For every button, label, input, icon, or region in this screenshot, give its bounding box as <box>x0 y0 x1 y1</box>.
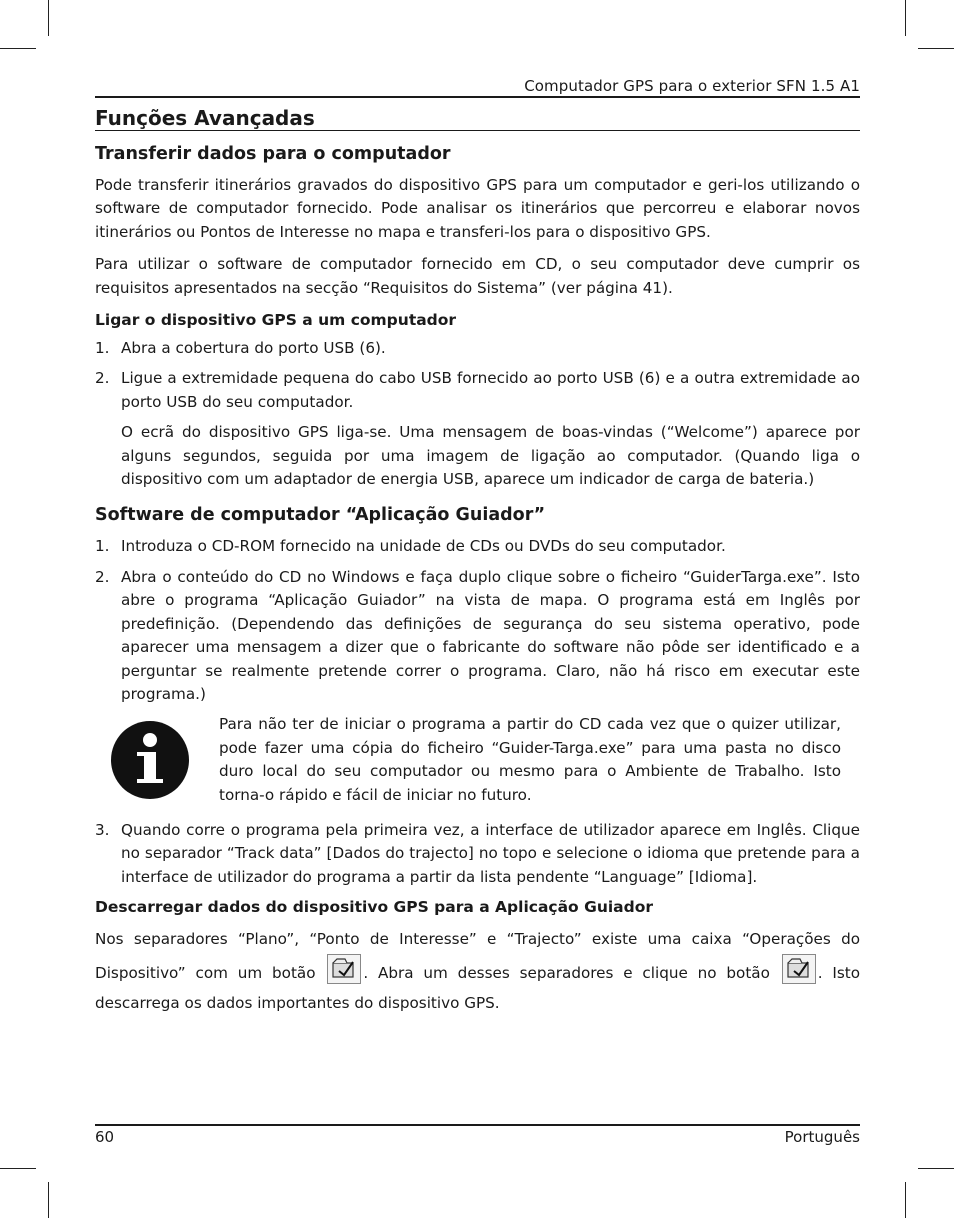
list-number: 2. <box>95 567 110 586</box>
crop-mark <box>905 0 906 36</box>
page-number: 60 <box>95 1128 115 1146</box>
connect-steps <box>95 337 860 491</box>
download-text-3: . Isto descarrega os dados importantes do dispositivo GPS. <box>95 964 861 1013</box>
crop-mark <box>0 48 36 49</box>
crop-mark <box>48 0 49 36</box>
list-number: 1. <box>95 339 110 358</box>
list-number: 3. <box>95 820 110 839</box>
info-icon <box>111 721 189 799</box>
paragraph-download <box>95 924 860 1018</box>
crop-mark <box>918 1168 954 1169</box>
list-text: Ligue a extremidade pequena do cabo USB fornecido ao porto USB (6) e a outra extremidade ao porto USB do seu computador. <box>121 369 860 411</box>
device-download-button-icon <box>327 954 361 984</box>
list-item <box>95 819 860 889</box>
software-steps-continued <box>95 819 860 889</box>
heading-software: Software de computador “Aplicação Guiador” <box>95 505 546 526</box>
heading-download: Descarregar dados do dispositivo GPS para a Aplicação Guiador <box>95 898 654 917</box>
crop-mark <box>905 1182 906 1218</box>
list-item <box>95 566 860 706</box>
footer-rule <box>95 1124 860 1126</box>
list-note: O ecrã do dispositivo GPS liga-se. Uma mensagem de boas-vindas (“Welcome”) aparece por alguns segundos, seguida por uma imagem de ligação ao computador. (Quando liga o dispositivo com um adaptador de energia USB, aparece um indicador de carga de bateria.) <box>121 423 860 489</box>
crop-mark <box>0 1168 36 1169</box>
list-text: Introduza o CD-ROM fornecido na unidade de CDs ou DVDs do seu computador. <box>121 537 726 556</box>
list-number: 2. <box>95 369 110 388</box>
header-rule <box>95 96 860 98</box>
crop-mark <box>918 48 954 49</box>
paragraph: Pode transferir itinerários gravados do dispositivo GPS para um computador e geri-los utilizando o software de computador fornecido. Pode analisar os itinerários que percorreu e elaborar novos itinerários ou Pontos de Interesse no mapa e transferi-los para o dispositivo GPS. <box>95 176 860 241</box>
paragraph: Para utilizar o software de computador fornecido em CD, o seu computador deve cumprir os requisitos apresentados na secção “Requisitos do Sistema” (ver página 41). <box>95 255 860 297</box>
list-item <box>95 337 860 360</box>
crop-mark <box>48 1182 49 1218</box>
download-text-2: . Abra um desses separadores e clique no botão <box>363 964 770 983</box>
software-steps <box>95 535 860 706</box>
download-text-1: Nos separadores “Plano”, “Ponto de Interesse” e “Trajecto” existe uma caixa “Operações do Dispositivo” com um botão <box>95 930 860 983</box>
list-number: 1. <box>95 537 110 556</box>
main-content <box>95 142 860 1027</box>
list-text: Abra a cobertura do porto USB (6). <box>121 339 386 358</box>
running-header: Computador GPS para o exterior SFN 1.5 A1 <box>524 77 860 95</box>
list-item <box>95 535 860 558</box>
info-box <box>95 713 860 807</box>
list-item <box>95 367 860 491</box>
device-download-button-icon <box>782 954 816 984</box>
section-title: Funções Avançadas <box>95 106 860 131</box>
heading-connect: Ligar o dispositivo GPS a um computador <box>95 311 457 330</box>
footer-language: Português <box>784 1128 860 1146</box>
list-text: Quando corre o programa pela primeira vez, a interface de utilizador aparece em Inglês. Clique no separador “Track data” [Dados do trajecto] no topo e selecione o idioma que pretende para a interface de utilizador do programa a partir da lista pendente “Language” [Idioma]. <box>121 820 860 886</box>
info-text: Para não ter de iniciar o programa a partir do CD cada vez que o quizer utilizar, pode fazer uma cópia do ficheiro “Guider-Targa.exe” para uma pasta no disco duro local do seu computador ou mesmo para o Ambiente de Trabalho. Isto torna-o rápido e fácil de iniciar no futuro. <box>219 715 841 804</box>
list-text: Abra o conteúdo do CD no Windows e faça duplo clique sobre o ficheiro “GuiderTarga.exe”. Isto abre o programa “Aplicação Guiador” na vista de mapa. O programa está em Inglês por predefinição. (Dependendo das definições de segurança do seu sistema operativo, pode aparecer uma mensagem a dizer que o fabricante do software não pôde ser identificado e a perguntar se realmente pretende correr o programa. Claro, não há risco em executar este programa.) <box>121 567 860 703</box>
heading-transfer: Transferir dados para o computador <box>95 144 451 164</box>
